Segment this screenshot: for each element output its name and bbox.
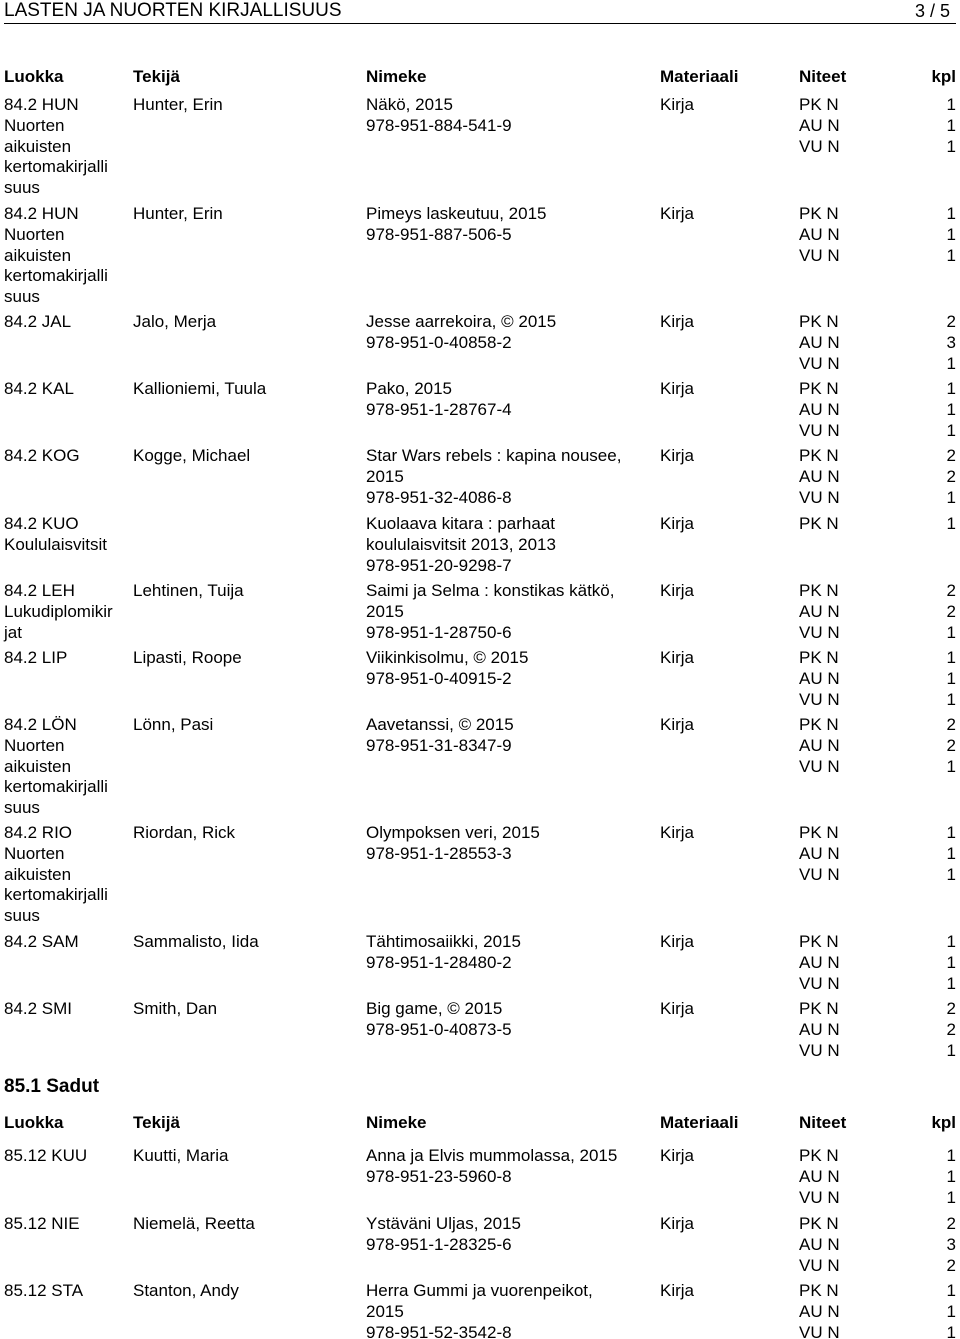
niteet-header: Niteet	[799, 1113, 847, 1132]
class-code	[4, 1214, 124, 1235]
class-code-line: 84.2 RIO	[4, 823, 73, 842]
title-isbn-line: Olympoksen veri, 2015	[366, 823, 540, 842]
tekija-header: Tekijä	[133, 1113, 180, 1132]
class-code	[4, 932, 124, 953]
title-isbn-line: 978-951-32-4086-8	[366, 487, 512, 507]
material-type: Kirja	[660, 648, 695, 667]
copies-count-line: 1	[946, 973, 956, 993]
class-code-line: suus	[4, 287, 40, 307]
class-code	[4, 204, 124, 308]
copies-location-line: VU N	[799, 420, 840, 440]
class-code-line: Nuorten	[4, 224, 65, 244]
class-code	[4, 648, 124, 669]
title-isbn	[366, 95, 656, 137]
page-header	[4, 0, 956, 24]
title-isbn-line: 978-951-52-3542-8	[366, 1322, 512, 1339]
copies-count	[930, 823, 956, 885]
copies-location-line: PK N	[799, 715, 839, 734]
copies-count-line: 1	[946, 668, 956, 688]
title-isbn	[366, 648, 656, 690]
copies-count	[930, 581, 956, 643]
copies-location-line: VU N	[799, 245, 840, 265]
title-isbn-line: 978-951-0-40915-2	[366, 668, 512, 688]
copies-count-line: 1	[946, 1040, 956, 1060]
copies-location	[799, 312, 869, 374]
copies-location	[799, 823, 869, 885]
copies-location-line: PK N	[799, 1146, 839, 1165]
author: Hunter, Erin	[133, 204, 223, 223]
copies-location-line: PK N	[799, 204, 839, 223]
class-code-line: jat	[4, 622, 22, 642]
copies-count	[930, 312, 956, 374]
title-isbn-line: 978-951-23-5960-8	[366, 1166, 512, 1186]
copies-count-line: 1	[946, 487, 956, 507]
material-type: Kirja	[660, 1281, 695, 1300]
copies-count	[930, 1146, 956, 1208]
class-code-line: 84.2 KUO	[4, 514, 79, 533]
title-isbn	[366, 1146, 656, 1188]
author: Hunter, Erin	[133, 95, 223, 114]
copies-location	[799, 1281, 869, 1339]
class-code-line: 84.2 KOG	[4, 446, 80, 465]
class-code-line: aikuisten	[4, 864, 72, 884]
material-type: Kirja	[660, 715, 695, 734]
copies-count-line: 1	[946, 864, 956, 884]
niteet-header: Niteet	[799, 67, 847, 86]
author: Sammalisto, Iida	[133, 932, 259, 951]
copies-count-line: 2	[946, 581, 956, 600]
copies-count-line: 1	[946, 843, 956, 863]
title-isbn	[366, 204, 656, 246]
title-isbn	[366, 379, 656, 421]
copies-location-line: VU N	[799, 353, 840, 373]
copies-count-line: 1	[946, 95, 956, 114]
copies-location-line: AU N	[799, 735, 840, 755]
class-code-line: 85.12 NIE	[4, 1214, 80, 1233]
copies-count	[930, 204, 956, 266]
copies-count	[930, 379, 956, 441]
class-code-line: Nuorten	[4, 115, 65, 135]
title-isbn-line: 978-951-1-28325-6	[366, 1234, 512, 1254]
class-code-line: 84.2 HUN	[4, 204, 79, 223]
copies-location	[799, 514, 869, 535]
kpl-header: kpl	[931, 67, 956, 86]
copies-location-line: PK N	[799, 312, 839, 331]
copies-location-line: AU N	[799, 399, 840, 419]
material-type: Kirja	[660, 446, 695, 465]
class-code	[4, 999, 124, 1020]
class-code-line: 84.2 LIP	[4, 648, 68, 667]
class-code	[4, 379, 124, 400]
copies-location-line: PK N	[799, 932, 839, 951]
copies-count	[930, 1281, 956, 1339]
title-isbn-line: 978-951-0-40873-5	[366, 1019, 512, 1039]
copies-count-line: 1	[946, 115, 956, 135]
copies-count-line: 1	[946, 136, 956, 156]
title-isbn	[366, 514, 656, 576]
copies-location-line: AU N	[799, 1301, 840, 1321]
class-code-line: suus	[4, 178, 40, 198]
class-code-line: 84.2 KAL	[4, 379, 74, 398]
class-code-line: suus	[4, 798, 40, 818]
class-code-line: aikuisten	[4, 756, 72, 776]
class-code-line: Nuorten	[4, 735, 65, 755]
copies-count-line: 2	[946, 1255, 956, 1275]
material-type: Kirja	[660, 823, 695, 842]
class-code	[4, 312, 124, 333]
copies-count-line: 1	[946, 1187, 956, 1207]
title-isbn-line: Saimi ja Selma : konstikas kätkö,	[366, 581, 615, 600]
material-type: Kirja	[660, 932, 695, 951]
author: Stanton, Andy	[133, 1281, 239, 1300]
title-isbn-line: 2015	[366, 601, 404, 621]
copies-count-line: 1	[946, 245, 956, 265]
copies-count-line: 2	[946, 735, 956, 755]
copies-location-line: PK N	[799, 823, 839, 842]
title-isbn-line: Herra Gummi ja vuorenpeikot,	[366, 1281, 593, 1300]
copies-location	[799, 1146, 869, 1208]
author: Kallioniemi, Tuula	[133, 379, 267, 398]
title-isbn-line: Aavetanssi, © 2015	[366, 715, 514, 734]
copies-location-line: AU N	[799, 601, 840, 621]
title-isbn	[366, 312, 656, 354]
copies-count	[930, 999, 956, 1061]
title-isbn-line: Viikinkisolmu, © 2015	[366, 648, 529, 667]
copies-location-line: AU N	[799, 224, 840, 244]
class-code-line: 84.2 JAL	[4, 312, 72, 331]
luokka-header: Luokka	[4, 1113, 64, 1132]
class-code-line: kertomakirjalli	[4, 266, 108, 286]
copies-count-line: 1	[946, 689, 956, 709]
copies-location-line: PK N	[799, 648, 839, 667]
copies-location-line: VU N	[799, 1187, 840, 1207]
copies-location-line: PK N	[799, 514, 839, 533]
copies-location-line: AU N	[799, 1019, 840, 1039]
class-code-line: 84.2 HUN	[4, 95, 79, 114]
title-isbn-line: 978-951-1-28480-2	[366, 952, 512, 972]
kpl-header: kpl	[931, 1113, 956, 1132]
copies-location-line: AU N	[799, 115, 840, 135]
copies-count-line: 1	[946, 514, 956, 533]
class-code-line: suus	[4, 906, 40, 926]
copies-count	[930, 446, 956, 508]
title-isbn-line: 978-951-20-9298-7	[366, 555, 512, 575]
copies-location	[799, 1214, 869, 1276]
copies-location	[799, 932, 869, 994]
materiaali-header: Materiaali	[660, 67, 739, 86]
column-headers	[0, 66, 960, 88]
copies-location-line: VU N	[799, 622, 840, 642]
copies-count-line: 1	[946, 622, 956, 642]
luokka-header: Luokka	[4, 67, 64, 86]
copies-count-line: 1	[946, 1322, 956, 1339]
title-isbn-line: 978-951-887-506-5	[366, 224, 512, 244]
author: Lipasti, Roope	[133, 648, 242, 667]
class-code-line: 85.12 STA	[4, 1281, 84, 1300]
class-code	[4, 514, 124, 556]
class-code-line: kertomakirjalli	[4, 157, 108, 177]
section-heading: 85.1 Sadut	[4, 1076, 100, 1097]
copies-location-line: AU N	[799, 668, 840, 688]
title-isbn	[366, 581, 656, 643]
copies-count	[930, 1214, 956, 1276]
class-code	[4, 95, 124, 199]
copies-count-line: 2	[946, 1214, 956, 1233]
class-code-line: Koululaisvitsit	[4, 534, 107, 554]
title-isbn-line: Ystäväni Uljas, 2015	[366, 1214, 521, 1233]
nimeke-header: Nimeke	[366, 67, 427, 86]
copies-location-line: PK N	[799, 95, 839, 114]
copies-count	[930, 648, 956, 710]
copies-count-line: 3	[946, 332, 956, 352]
class-code	[4, 1281, 124, 1302]
author: Kogge, Michael	[133, 446, 251, 465]
copies-location	[799, 379, 869, 441]
copies-location-line: VU N	[799, 756, 840, 776]
author: Lönn, Pasi	[133, 715, 214, 734]
copies-count	[930, 715, 956, 777]
material-type: Kirja	[660, 379, 695, 398]
class-code-line: 84.2 SAM	[4, 932, 79, 951]
nimeke-header: Nimeke	[366, 1113, 427, 1132]
copies-count	[930, 932, 956, 994]
title-isbn	[366, 446, 656, 508]
material-type: Kirja	[660, 95, 695, 114]
title-isbn-line: 978-951-884-541-9	[366, 115, 512, 135]
material-type: Kirja	[660, 312, 695, 331]
copies-count-line: 1	[946, 1301, 956, 1321]
title-isbn-line: 2015	[366, 466, 404, 486]
title-isbn-line: Jesse aarrekoira, © 2015	[366, 312, 557, 331]
copies-location-line: PK N	[799, 1281, 839, 1300]
title-isbn-line: Kuolaava kitara : parhaat	[366, 514, 556, 533]
title-isbn	[366, 999, 656, 1041]
copies-count-line: 1	[946, 399, 956, 419]
class-code-line: kertomakirjalli	[4, 777, 108, 797]
class-code	[4, 823, 124, 927]
title-isbn-line: 978-951-31-8347-9	[366, 735, 512, 755]
copies-location-line: VU N	[799, 973, 840, 993]
title-isbn-line: Tähtimosaiikki, 2015	[366, 932, 521, 951]
class-code-line: 84.2 LEH	[4, 581, 75, 600]
copies-count-line: 1	[946, 224, 956, 244]
material-type: Kirja	[660, 514, 695, 533]
class-code	[4, 581, 124, 643]
title-isbn-line: Anna ja Elvis mummolassa, 2015	[366, 1146, 618, 1165]
copies-location	[799, 999, 869, 1061]
author: Kuutti, Maria	[133, 1146, 229, 1165]
material-type: Kirja	[660, 581, 695, 600]
title-isbn	[366, 932, 656, 974]
copies-location-line: VU N	[799, 136, 840, 156]
material-type: Kirja	[660, 1146, 695, 1165]
copies-count-line: 1	[946, 648, 956, 667]
class-code-line: Lukudiplomikir	[4, 601, 113, 621]
copies-location-line: AU N	[799, 843, 840, 863]
copies-location	[799, 204, 869, 266]
copies-location-line: AU N	[799, 466, 840, 486]
title-isbn-line: Pimeys laskeutuu, 2015	[366, 204, 547, 223]
title-isbn-line: Pako, 2015	[366, 379, 453, 398]
title-isbn	[366, 1281, 656, 1339]
copies-count-line: 2	[946, 999, 956, 1018]
copies-location-line: VU N	[799, 1255, 840, 1275]
copies-location-line: VU N	[799, 689, 840, 709]
class-code-line: aikuisten	[4, 245, 72, 265]
title-isbn	[366, 1214, 656, 1256]
class-code-line: 85.12 KUU	[4, 1146, 88, 1165]
title-isbn-line: 978-951-1-28750-6	[366, 622, 512, 642]
copies-location	[799, 95, 869, 157]
title-isbn-line: 978-951-1-28553-3	[366, 843, 512, 863]
copies-count-line: 1	[946, 1166, 956, 1186]
material-type: Kirja	[660, 1214, 695, 1233]
copies-count-line: 1	[946, 353, 956, 373]
class-code	[4, 446, 124, 467]
author: Lehtinen, Tuija	[133, 581, 244, 600]
copies-count-line: 2	[946, 312, 956, 331]
material-type: Kirja	[660, 204, 695, 223]
copies-location-line: PK N	[799, 1214, 839, 1233]
copies-location-line: VU N	[799, 487, 840, 507]
copies-location-line: VU N	[799, 864, 840, 884]
document-title: LASTEN JA NUORTEN KIRJALLISUUS	[4, 0, 342, 21]
copies-count-line: 2	[946, 1019, 956, 1039]
title-isbn-line: 978-951-1-28767-4	[366, 399, 512, 419]
copies-location-line: PK N	[799, 999, 839, 1018]
copies-count-line: 3	[946, 1234, 956, 1254]
copies-location-line: AU N	[799, 1234, 840, 1254]
copies-count	[930, 95, 956, 157]
title-isbn-line: Big game, © 2015	[366, 999, 503, 1018]
copies-location	[799, 446, 869, 508]
column-headers	[0, 1112, 960, 1134]
copies-count-line: 1	[946, 420, 956, 440]
copies-count	[930, 514, 956, 535]
copies-count-line: 1	[946, 756, 956, 776]
class-code-line: 84.2 LÖN	[4, 715, 77, 734]
author: Jalo, Merja	[133, 312, 217, 331]
class-code-line: 84.2 SMI	[4, 999, 73, 1018]
class-code-line: Nuorten	[4, 843, 65, 863]
copies-count-line: 2	[946, 446, 956, 465]
class-code-line: kertomakirjalli	[4, 885, 108, 905]
title-isbn-line: Star Wars rebels : kapina nousee,	[366, 446, 622, 465]
copies-location-line: VU N	[799, 1322, 840, 1339]
title-isbn-line: 978-951-0-40858-2	[366, 332, 512, 352]
copies-location-line: AU N	[799, 332, 840, 352]
copies-location	[799, 715, 869, 777]
copies-location	[799, 581, 869, 643]
copies-count-line: 2	[946, 601, 956, 621]
author: Smith, Dan	[133, 999, 218, 1018]
title-isbn-line: koululaisvitsit 2013, 2013	[366, 534, 556, 554]
class-code	[4, 1146, 124, 1167]
class-code	[4, 715, 124, 819]
copies-count-line: 2	[946, 466, 956, 486]
author: Riordan, Rick	[133, 823, 236, 842]
title-isbn-line: Näkö, 2015	[366, 95, 453, 114]
author: Niemelä, Reetta	[133, 1214, 255, 1233]
copies-count-line: 1	[946, 204, 956, 223]
copies-location	[799, 648, 869, 710]
copies-location-line: PK N	[799, 446, 839, 465]
material-type: Kirja	[660, 999, 695, 1018]
title-isbn-line: 2015	[366, 1301, 404, 1321]
copies-count-line: 1	[946, 932, 956, 951]
title-isbn	[366, 823, 656, 865]
title-isbn	[366, 715, 656, 757]
copies-location-line: PK N	[799, 379, 839, 398]
class-code-line: aikuisten	[4, 136, 72, 156]
copies-count-line: 1	[946, 952, 956, 972]
materiaali-header: Materiaali	[660, 1113, 739, 1132]
copies-location-line: AU N	[799, 1166, 840, 1186]
copies-count-line: 2	[946, 715, 956, 734]
copies-location-line: PK N	[799, 581, 839, 600]
page-number: 3 / 5	[914, 1, 950, 21]
copies-count-line: 1	[946, 823, 956, 842]
copies-location-line: AU N	[799, 952, 840, 972]
copies-count-line: 1	[946, 379, 956, 398]
copies-count-line: 1	[946, 1146, 956, 1165]
copies-count-line: 1	[946, 1281, 956, 1300]
tekija-header: Tekijä	[133, 67, 180, 86]
copies-location-line: VU N	[799, 1040, 840, 1060]
